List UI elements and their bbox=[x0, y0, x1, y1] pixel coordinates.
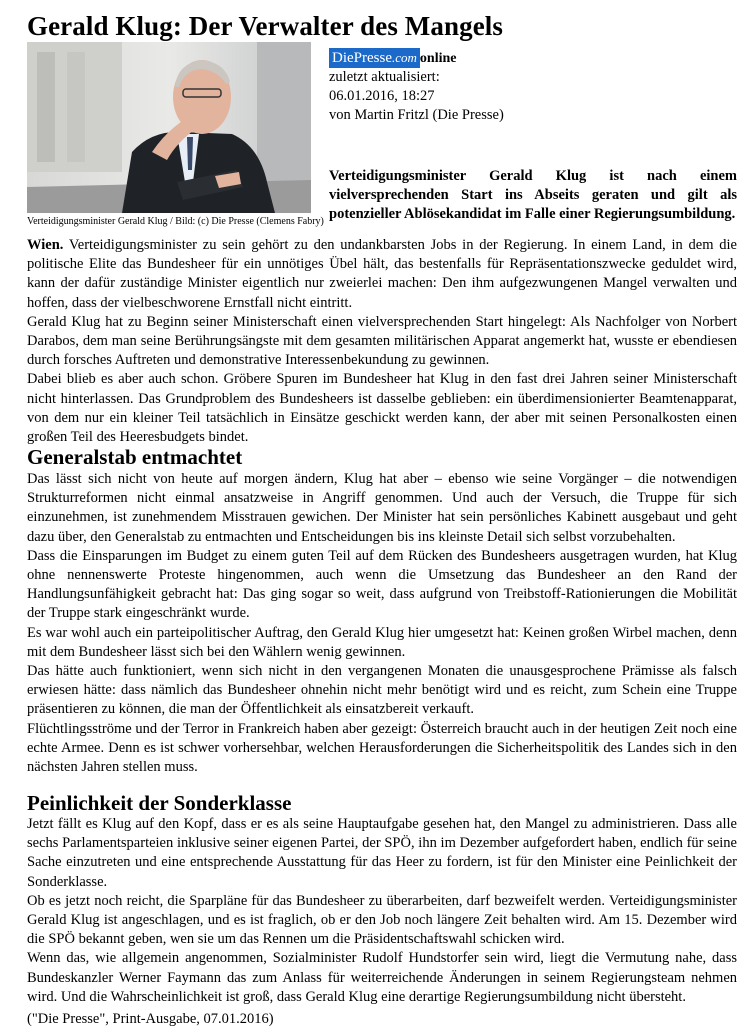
paragraph: Dabei blieb es aber auch schon. Gröbere Spuren im Bundesheer hat Klug in den fast drei Jahren seiner Ministerschaft nicht hinterlassen. Das Grundproblem des Bundesheers ist dasselbe geblieben: ein überdimensionierter Beamtenapparat, von dem nur ein kleiner Teil tatsächlich in Einsätze geschickt werden kann, der aber mit seinen Personalkosten einen großen Teil des Heeresbudgets bindet. bbox=[27, 371, 737, 446]
body-section-2 bbox=[27, 470, 737, 777]
die-presse-logo[interactable] bbox=[329, 48, 420, 68]
paragraph: Gerald Klug hat zu Beginn seiner Ministerschaft einen vielversprechenden Start hingelegt: Als Nachfolger von Norbert Darabos, dem man seine Berührungsängste mit dem gesamten militärischen Apparat angemerkt hat, wusste er ebendiesen durch forsches Auftreten und demonstrative Interessenbekundung zu gewinnen. bbox=[27, 313, 737, 369]
source-note: ("Die Presse", Print-Ausgabe, 07.01.2016) bbox=[27, 1011, 274, 1027]
online-label: online bbox=[419, 51, 457, 66]
paragraph: Wenn das, wie allgemein angenommen, Sozialminister Rudolf Hundstorfer sein wird, liegt die Vermutung nahe, dass Bundeskanzler Werner Faymann das zum Anlass für weiterreichende Änderungen in seinem Regierungsteam nehmen wird. Und die Wahrscheinlichkeit ist groß, dass Gerald Klug eine derartige Regierungsumbildung nicht übersteht. bbox=[27, 950, 737, 1005]
section-heading: Peinlichkeit der Sonderklasse bbox=[27, 791, 292, 815]
paragraph: Ob es jetzt noch reicht, die Sparpläne für das Bundesheer zu überarbeiten, darf bezweifelt werden. Verteidigungsminister Gerald Klug ist angeschlagen, und es ist fraglich, ob er den Job noch längere Zeit behalten wird. Am 15. Dezember wird die SPÖ bekannt geben, wen sie um das Rennen um die Präsidentschaftswahl schicken wird. bbox=[27, 892, 737, 948]
article-photo bbox=[27, 42, 311, 213]
author-line: von Martin Fritzl (Die Presse) bbox=[329, 107, 504, 123]
article-lead: Verteidigungsminister Gerald Klug ist nach einem vielversprechenden Start ins Abseits geraten und gilt als potenzieller Ablösekandidat im Falle einer Regierungsumbildung. bbox=[329, 168, 737, 222]
paragraph: Es war wohl auch ein parteipolitischer Auftrag, den Gerald Klug hier umgesetzt hat: Keinen großen Wirbel machen, denn mit dem Bundesheer lässt sich bei den Wählern wenig gewinnen. bbox=[27, 624, 737, 660]
publisher-row bbox=[329, 46, 504, 68]
updated-label: zuletzt aktualisiert: bbox=[329, 69, 440, 85]
dateline: Wien. bbox=[27, 237, 64, 253]
paragraph bbox=[27, 236, 737, 313]
article bbox=[27, 10, 737, 1027]
section-heading: Generalstab entmachtet bbox=[27, 445, 243, 469]
article-title: Gerald Klug: Der Verwalter des Mangels bbox=[27, 11, 503, 41]
article-meta bbox=[329, 46, 504, 125]
minister-portrait-image bbox=[27, 42, 311, 213]
article-header bbox=[27, 42, 737, 234]
photo-caption: Verteidigungsminister Gerald Klug / Bild: (c) Die Presse (Clemens Fabry) bbox=[27, 216, 324, 227]
logo-text: DiePresse bbox=[332, 50, 392, 66]
body-section-1 bbox=[27, 236, 737, 447]
paragraph: Flüchtlingsströme und der Terror in Frankreich haben aber gezeigt: Österreich braucht auch in der heutigen Zeit noch eine echte Armee. Denn es ist schwer vorhersehbar, welchen Herausforderungen die Sicherheitspolitik des Landes sich in den nächsten Jahren stellen muss. bbox=[27, 720, 737, 776]
paragraph: Jetzt fällt es Klug auf den Kopf, dass er es als seine Hauptaufgabe gesehen hat, den Mangel zu administrieren. Dass alle sechs Parlamentsparteien inklusive seiner eigenen Partei, der SPÖ, ihn im Dezember aufgefordert haben, endlich für seine Sache einzutreten und eine entsprechende Ausstattung für das Heer zu fordern, ist für den Minister eine Peinlichkeit der Sonderklasse. bbox=[27, 816, 737, 890]
logo-domain: .com bbox=[392, 50, 417, 65]
paragraph: Das hätte auch funktioniert, wenn sich nicht in den vergangenen Monaten die unausgesprochene Prämisse als falsch erwiesen hätte: dass nämlich das Bundesheer ohnehin nicht mehr benötigt wird und es reicht, zum Schein eine Truppe präsentieren zu können, die man der Öffentlichkeit als einsatzbereit verkauft. bbox=[27, 663, 737, 718]
body-section-3 bbox=[27, 815, 737, 1007]
paragraph: Das lässt sich nicht von heute auf morgen ändern, Klug hat aber – ebenso wie seine Vorgänger – die notwendigen Strukturreformen nicht einmal ansatzweise in Angriff genommen. Und auch der Versuch, die Truppe für sich einzunehmen, ist zunehmendem Misstrauen gewichen. Der Minister hat sein persönliches Kabinett ausgebaut und geht dazu über, den Generalstab zu entmachten und Entscheidungen bis ins kleinste Detail sich selbst vorzubehalten. bbox=[27, 471, 737, 545]
updated-timestamp: 06.01.2016, 18:27 bbox=[329, 88, 435, 104]
paragraph-text: Verteidigungsminister zu sein gehört zu den undankbarsten Jobs in der Regierung. In einem Land, in dem die politische Elite das Bundesheer für ein unnötiges Übel hält, das bestenfalls für Repräsentationszwecke geduldet wird, kann der dafür zuständige Minister eigentlich nur zweierlei machen: Den ihm aufgezwungenen Mangel verwalten und hoffen, dass der vielbeschworene Ernstfall nicht eintritt. bbox=[27, 237, 737, 311]
paragraph: Dass die Einsparungen im Budget zu einem guten Teil auf dem Rücken des Bundesheers ausgetragen wurden, hat Klug ohne nennenswerte Proteste hingenommen, auch wenn die Umsetzung das Bundesheer an den Rand der Handlungsunfähigkeit gebracht hat: Das ging sogar so weit, dass aufgrund von Treibstoff-Rationierungen die Mobilität der Truppe stark eingeschränkt wurde. bbox=[27, 547, 737, 622]
